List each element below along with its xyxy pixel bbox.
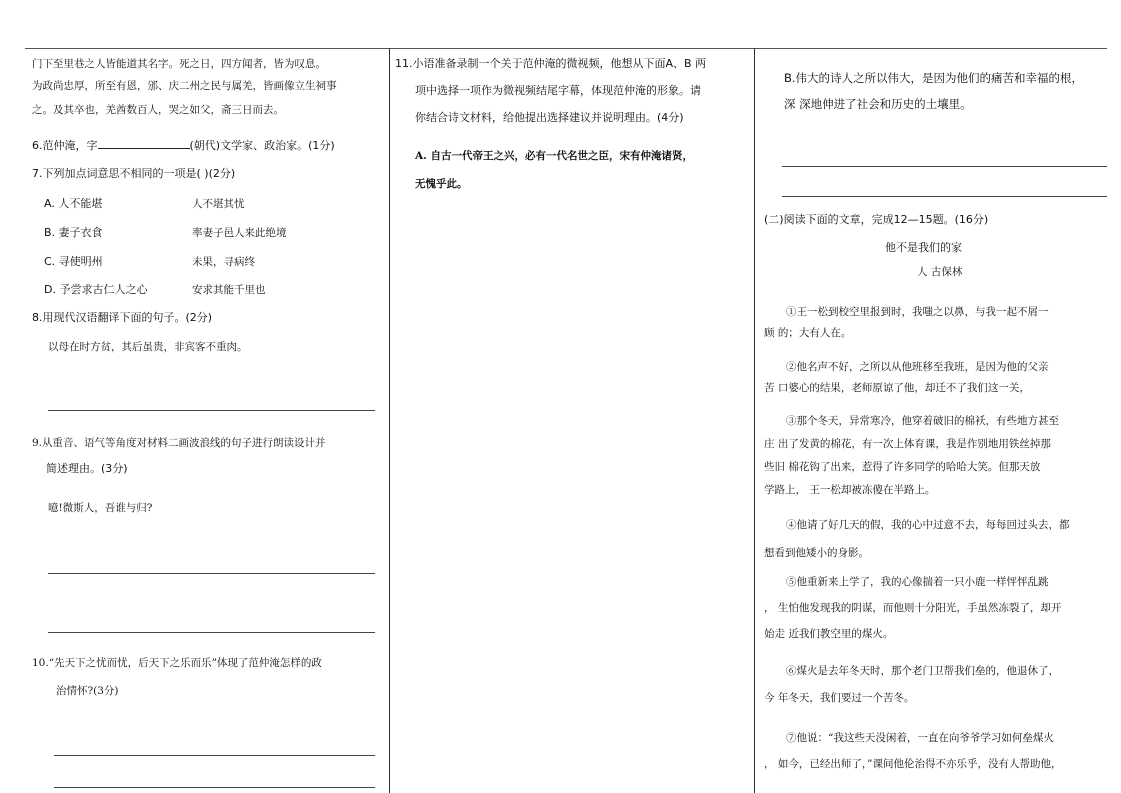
option-b-line-1: B.伟大的诗人之所以伟大，是因为他们的痛苦和幸福的根， — [784, 71, 1084, 85]
question-10-answer-line-1[interactable] — [54, 755, 375, 756]
passage-line-2: 为政尚忠厚，所至有恩，邠、庆二州之民与属羌，皆画像立生祠事 — [32, 80, 337, 92]
column-1 — [30, 0, 380, 793]
q7-option-c-left: C. 寻使明州 — [44, 255, 103, 268]
paragraph-7-line-2: ， 如今，已经出师了，”课间他伦治得不亦乐乎，没有人帮助他， — [764, 758, 1062, 770]
question-10-answer-line-2[interactable] — [54, 787, 375, 788]
paragraph-6-line-1: ⑥煤火是去年冬天时，那个老门卫帮我们垒的，他退休了， — [786, 665, 1059, 677]
q7-option-d-left: D. 予尝求古仁人之心 — [44, 283, 148, 296]
q7-option-b-left: B. 妻子衣食 — [44, 226, 103, 239]
question-10-line-2: 治情怀?(3分) — [56, 685, 119, 697]
question-11-answer-line-1[interactable] — [782, 166, 1107, 167]
paragraph-2-line-2: 苦 口婆心的结果，老师原谅了他，却迁不了我们这一关， — [764, 382, 1030, 394]
question-9-answer-line-2[interactable] — [48, 632, 375, 633]
question-8: 8.用现代汉语翻译下面的句子。(2分) — [32, 311, 213, 324]
column-2 — [395, 0, 740, 793]
question-8-answer-line[interactable] — [48, 410, 375, 411]
option-a-line-2: 无愧乎此。 — [415, 178, 468, 190]
paragraph-4-line-2: 想看到他矮小的身影。 — [764, 547, 869, 559]
question-9-answer-line-1[interactable] — [48, 573, 375, 574]
paragraph-1-line-1: ①王一松到校空里报到时，我嗤之以鼻，与我一起不屑一 — [786, 306, 1049, 318]
option-b-line-2: 深 深地伸进了社会和历史的土壤里。 — [784, 97, 972, 111]
paragraph-2-line-1: ②他名声不好，之所以从他班移至我班，是因为他的父亲 — [786, 361, 1049, 373]
question-7: 7.下列加点词意思不相同的一项是( )(2分) — [32, 167, 236, 180]
paragraph-5-line-3: 始走 近我们教空里的煤火。 — [764, 628, 894, 640]
q7-option-c-right: 未果，寻病终 — [192, 256, 255, 268]
q7-option-a-right: 人不堪其忧 — [192, 198, 245, 210]
section-heading: (二)阅读下面的文章，完成12—15题。(16分) — [764, 213, 989, 226]
question-11-line-3: 你结合诗文材料，给他提出选择建议并说明理由。(4分) — [415, 111, 684, 124]
paragraph-1-line-2: 顾 的；大有人在。 — [764, 327, 852, 339]
q7-option-d-right: 安求其能千里也 — [192, 284, 266, 296]
paragraph-5-line-1: ⑤他重新来上学了，我的心像揣着一只小鹿一样怦怦乱跳 — [786, 576, 1049, 588]
q7-option-b-right: 率妻子邑人来此绝境 — [192, 227, 287, 239]
q7-option-a-left: A. 人不能堪 — [44, 197, 103, 210]
question-6 — [32, 138, 335, 153]
paragraph-5-line-2: ， 生怕他发现我的阴谋，而他则十分阳光，手虽然冻裂了，却开 — [764, 602, 1062, 614]
paragraph-7-line-1: ⑦他说：“我这些天没闲着，一直在向爷爷学习如何垒煤火 — [786, 732, 1054, 744]
question-9-sentence: 噫!微斯人，吾谁与归? — [48, 502, 153, 514]
question-9-line-2: 简述理由。(3分) — [46, 462, 128, 475]
option-a-line-1: A. 自古一代帝王之兴，必有一代名世之臣，宋有仲淹诸贤， — [415, 150, 693, 162]
paragraph-4-line-1: ④他请了好几天的假，我的心中过意不去，每每回过头去，都 — [786, 519, 1070, 531]
paragraph-3-line-2: 庄 出了发黄的棉花，有一次上体育课，我是作别地用铁丝掉那 — [764, 438, 1051, 450]
question-9-line-1: 9.从重音、语气等角度对材料二画波浪线的句子进行朗读设计并 — [32, 437, 326, 449]
paragraph-3-line-4: 学路上， 王一松却被冻傻在半路上。 — [764, 484, 936, 496]
question-10-line-1: 10.“先天下之忧而忧，后天下之乐而乐”体现了范仲淹怎样的政 — [32, 657, 322, 669]
paragraph-3-line-3: 些旧 棉花钩了出来，惹得了许多同学的哈哈大笑。但那天放 — [764, 461, 1041, 473]
paragraph-6-line-2: 今 年冬天，我们要过一个苦冬。 — [764, 692, 915, 704]
column-divider-2 — [754, 48, 755, 793]
question-8-sentence: 以母在时方贫，其后虽贵，非宾客不重肉。 — [48, 341, 248, 353]
passage-line-1: 门下至里巷之人皆能道其名字。死之日，四方闻者，皆为叹息。 — [32, 58, 326, 70]
question-6-text-a: 6.范仲淹，字 — [32, 139, 98, 152]
question-11-line-2: 项中选择一项作为微视频结尾字幕，体现范仲淹的形象。请 — [415, 84, 701, 97]
question-11-answer-line-2[interactable] — [782, 196, 1107, 197]
question-6-blank[interactable] — [98, 138, 190, 149]
question-11-line-1: 11.小语准备录制一个关于范仲淹的微视频，他想从下面A、B 两 — [395, 57, 707, 70]
article-author: 人 古保林 — [917, 266, 963, 278]
column-3 — [762, 0, 1107, 793]
article-title: 他不是我们的家 — [885, 241, 962, 254]
column-divider-1 — [389, 48, 390, 793]
paragraph-3-line-1: ③那个冬天，异常寒冷，他穿着破旧的棉袄，有些地方甚至 — [786, 415, 1059, 427]
passage-line-3: 之。及其卒也，羌酋数百人，哭之如父，斋三日而去。 — [32, 104, 284, 116]
question-6-text-b: (朝代)文学家、政治家。(1分) — [189, 139, 335, 152]
